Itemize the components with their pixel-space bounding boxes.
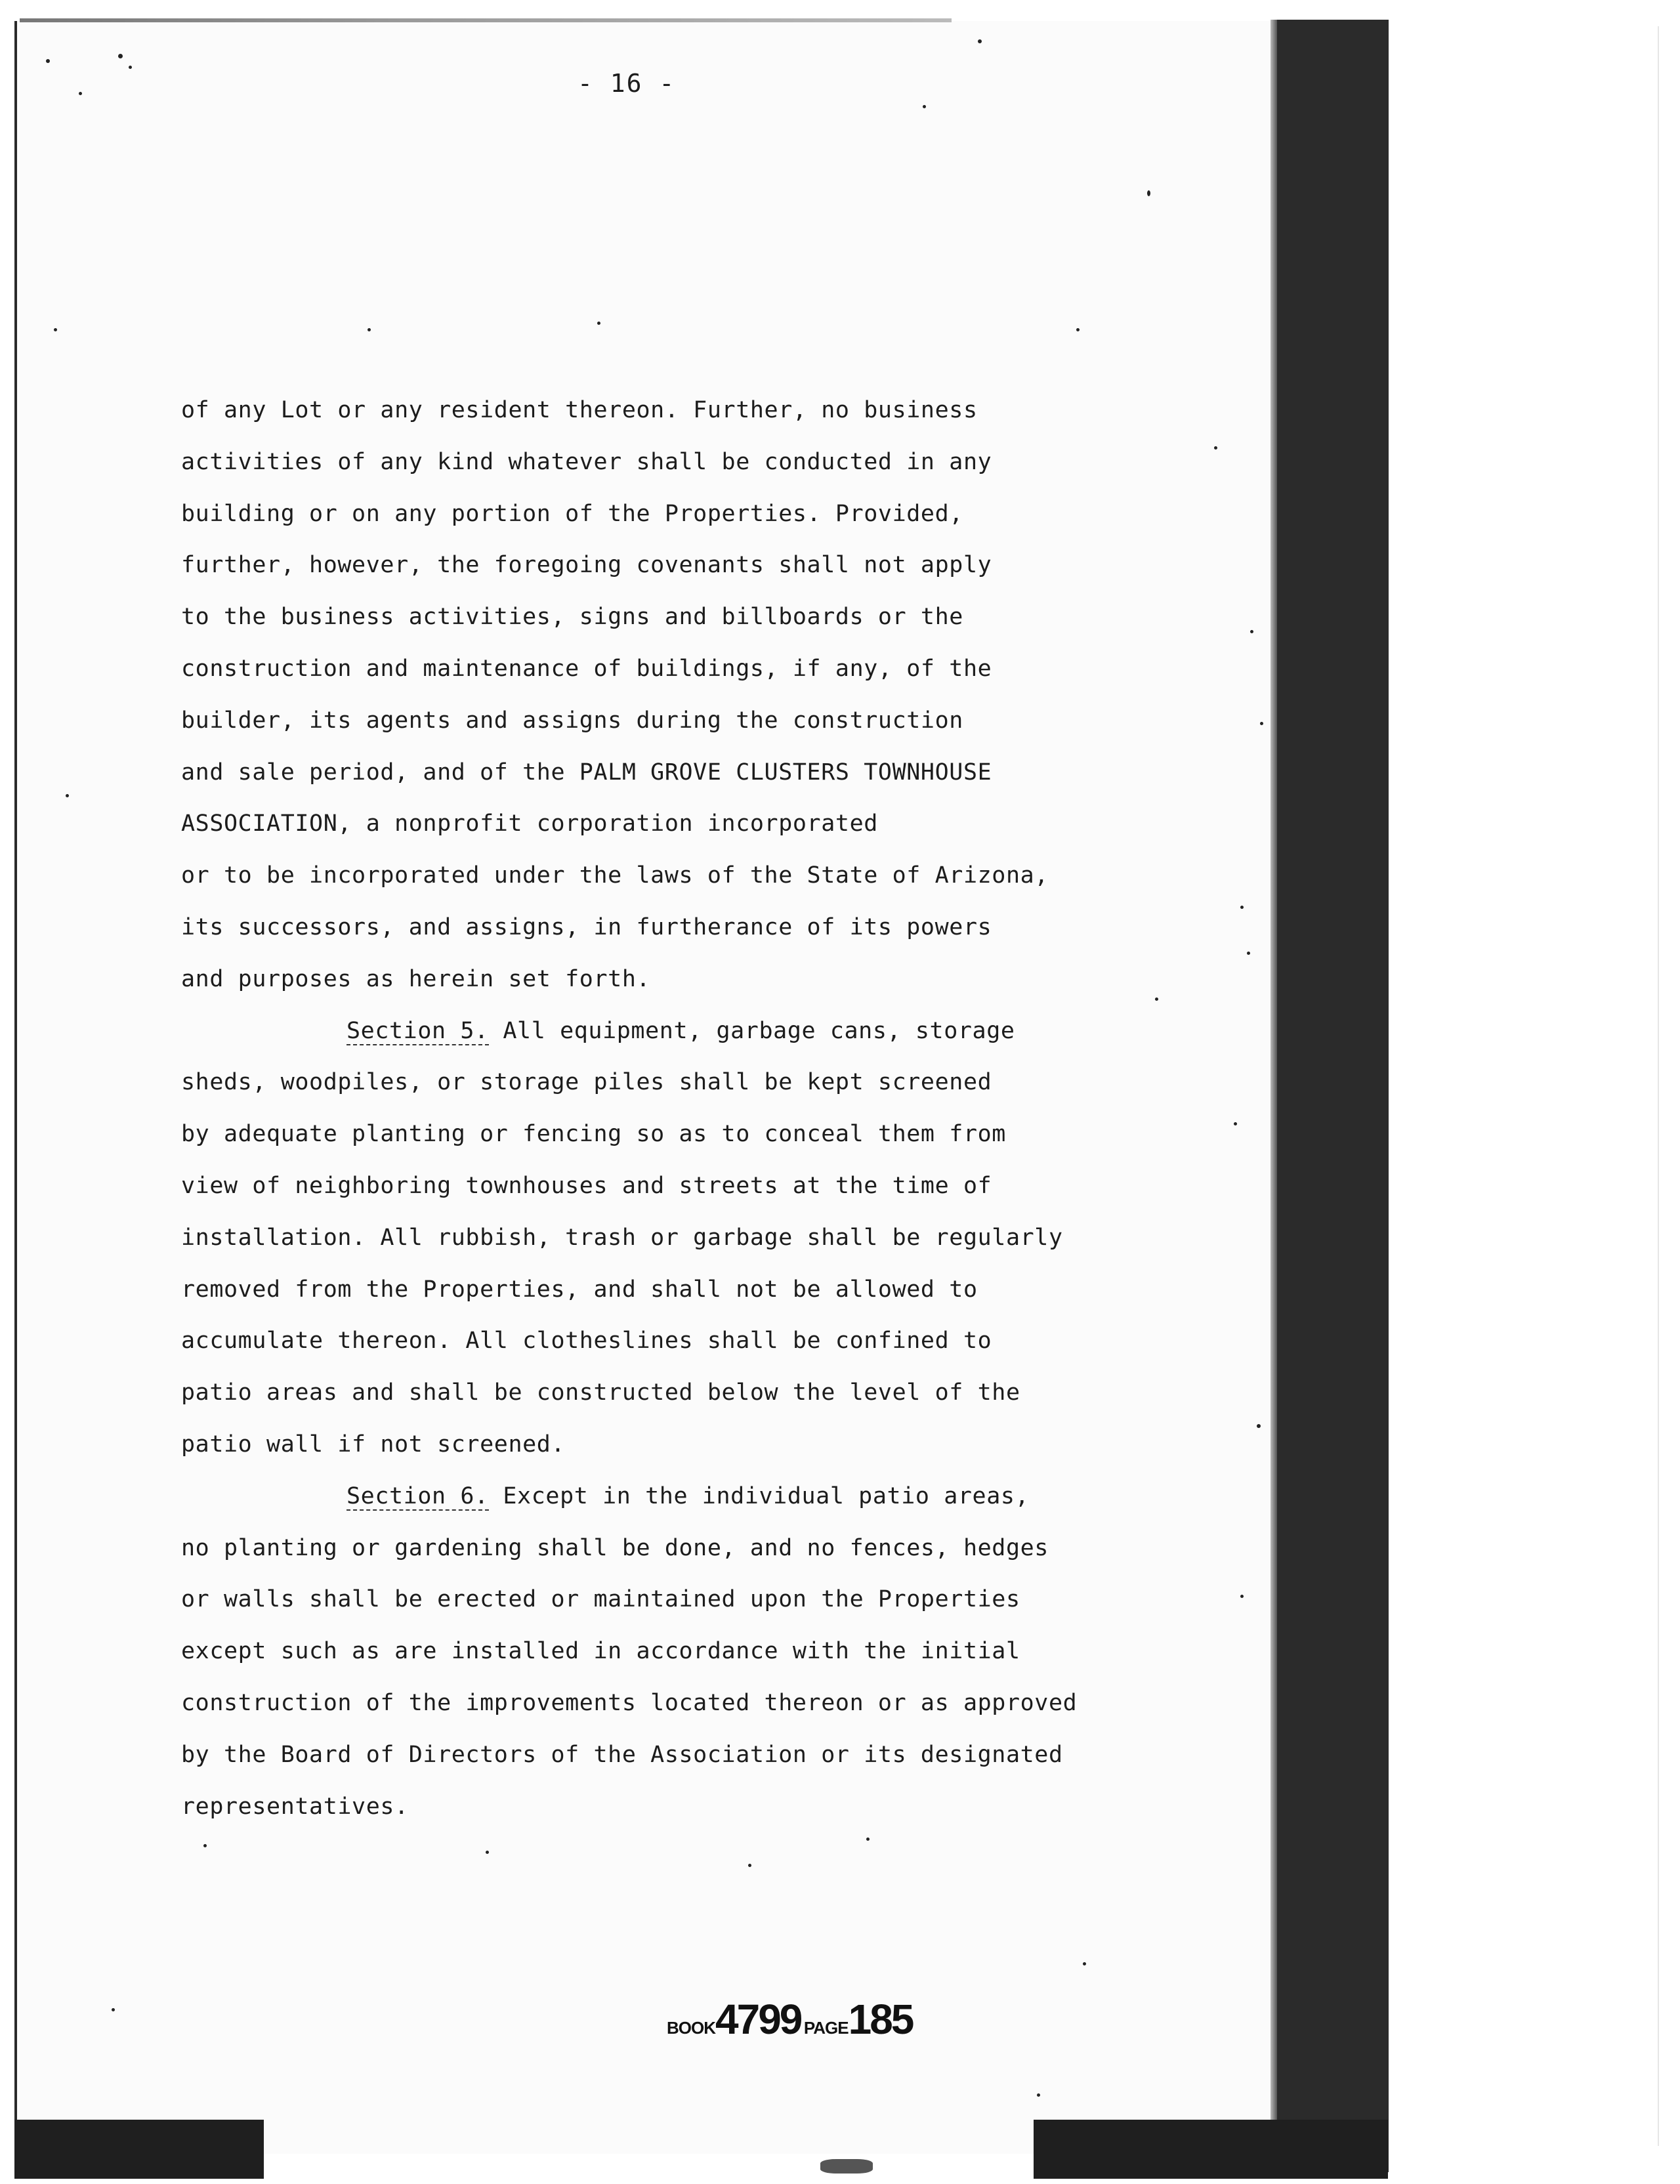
text-line: or walls shall be erected or maintained upon the Properties [181,1586,1020,1613]
text-line: view of neighboring townhouses and streets at the time of [181,1172,992,1199]
text-line: construction and maintenance of buildings, if any, of the [181,655,992,682]
scan-speck [1240,906,1244,909]
scan-speck [1214,446,1217,450]
scan-dark-border-bottom-left [14,2120,264,2179]
text-line: and sale period, and of the PALM GROVE CLUSTERS TOWNHOUSE [181,759,992,786]
text-line: building or on any portion of the Properties. Provided, [181,500,963,527]
scan-speck [923,105,926,108]
text-line: its successors, and assigns, in furtherance of its powers [181,914,992,940]
text-line: by adequate planting or fencing so as to conceal them from [181,1121,1006,1148]
scan-speck [1250,630,1253,633]
text-line: or to be incorporated under the laws of the State of Arizona, [181,862,1049,889]
text-line: ASSOCIATION, a nonprofit corporation incorporated [181,810,878,837]
scan-speck [1240,1595,1244,1598]
paragraph-section-6 [181,1471,1205,1833]
scan-speck [1147,190,1150,196]
text-line: patio wall if not screened. [181,1431,566,1458]
scan-edge-line [1658,26,1659,2146]
page-number: - 16 - [578,69,676,98]
text-run: Except in the individual patio areas, [488,1482,1030,1509]
book-number: 4799 [715,1996,801,2043]
scan-speck [1076,328,1080,331]
scan-speck [46,59,50,63]
scan-speck [79,92,82,95]
scan-speck [820,2159,873,2174]
scan-speck [112,2008,115,2011]
text-line: construction of the improvements located thereon or as approved [181,1689,1078,1716]
scan-speck [597,322,600,325]
scan-speck [118,54,123,58]
text-line: sheds, woodpiles, or storage piles shall be kept screened [181,1069,992,1096]
text-line: by the Board of Directors of the Association or its designated [181,1741,1063,1768]
scan-dark-border-right [1276,20,1389,2172]
scan-speck [368,328,371,331]
text-line: installation. All rubbish, trash or garbage shall be regularly [181,1224,1063,1251]
section-6-first-line [181,1471,1205,1522]
scan-speck [1247,952,1250,955]
scan-speck [1037,2093,1040,2097]
scan-speck [1257,1424,1261,1428]
scan-speck [748,1864,751,1867]
scan-speck [486,1851,489,1854]
text-line: removed from the Properties, and shall not be allowed to [181,1276,978,1303]
scan-speck [66,794,69,797]
scan-speck [1234,1122,1237,1125]
recording-page-number: 185 [848,1996,913,2043]
text-line: accumulate thereon. All clotheslines shall be confined to [181,1328,992,1354]
text-line: activities of any kind whatever shall be conducted in any [181,448,992,475]
text-line: except such as are installed in accordance with the initial [181,1638,1020,1665]
scan-dark-border-bottom-right [1034,2120,1388,2179]
text-line: of any Lot or any resident thereon. Further, no business [181,397,978,423]
scan-speck [866,1838,870,1841]
text-line: to the business activities, signs and billboards or the [181,604,963,631]
scan-speck [203,1844,207,1847]
page-label: PAGE [803,2018,849,2038]
paragraph-section-5 [181,1005,1205,1471]
section-6-heading: Section 6. [346,1482,489,1509]
text-line: and purposes as herein set forth. [181,965,651,992]
scan-speck [1260,722,1263,725]
book-label: BOOK [667,2018,715,2038]
text-line: patio areas and shall be constructed below the level of the [181,1379,1020,1406]
section-5-heading: Section 5. [346,1017,489,1044]
recording-stamp [667,1995,912,2044]
text-run: All equipment, garbage cans, storage [488,1017,1015,1044]
page-top-edge [20,18,952,22]
scan-speck [978,39,982,43]
text-line: no planting or gardening shall be done, and no fences, hedges [181,1534,1049,1561]
paragraph-1 [181,385,1205,1005]
section-5-first-line [181,1005,1205,1057]
page-edge-shadow [1270,20,1277,2172]
text-line: further, however, the foregoing covenants shall not apply [181,552,992,579]
scan-speck [1155,998,1158,1001]
text-line: builder, its agents and assigns during the construction [181,707,963,734]
scan-speck [54,328,57,331]
text-line: representatives. [181,1793,409,1820]
document-body [181,385,1205,1832]
scan-speck [129,66,132,69]
scan-speck [1083,1962,1086,1965]
